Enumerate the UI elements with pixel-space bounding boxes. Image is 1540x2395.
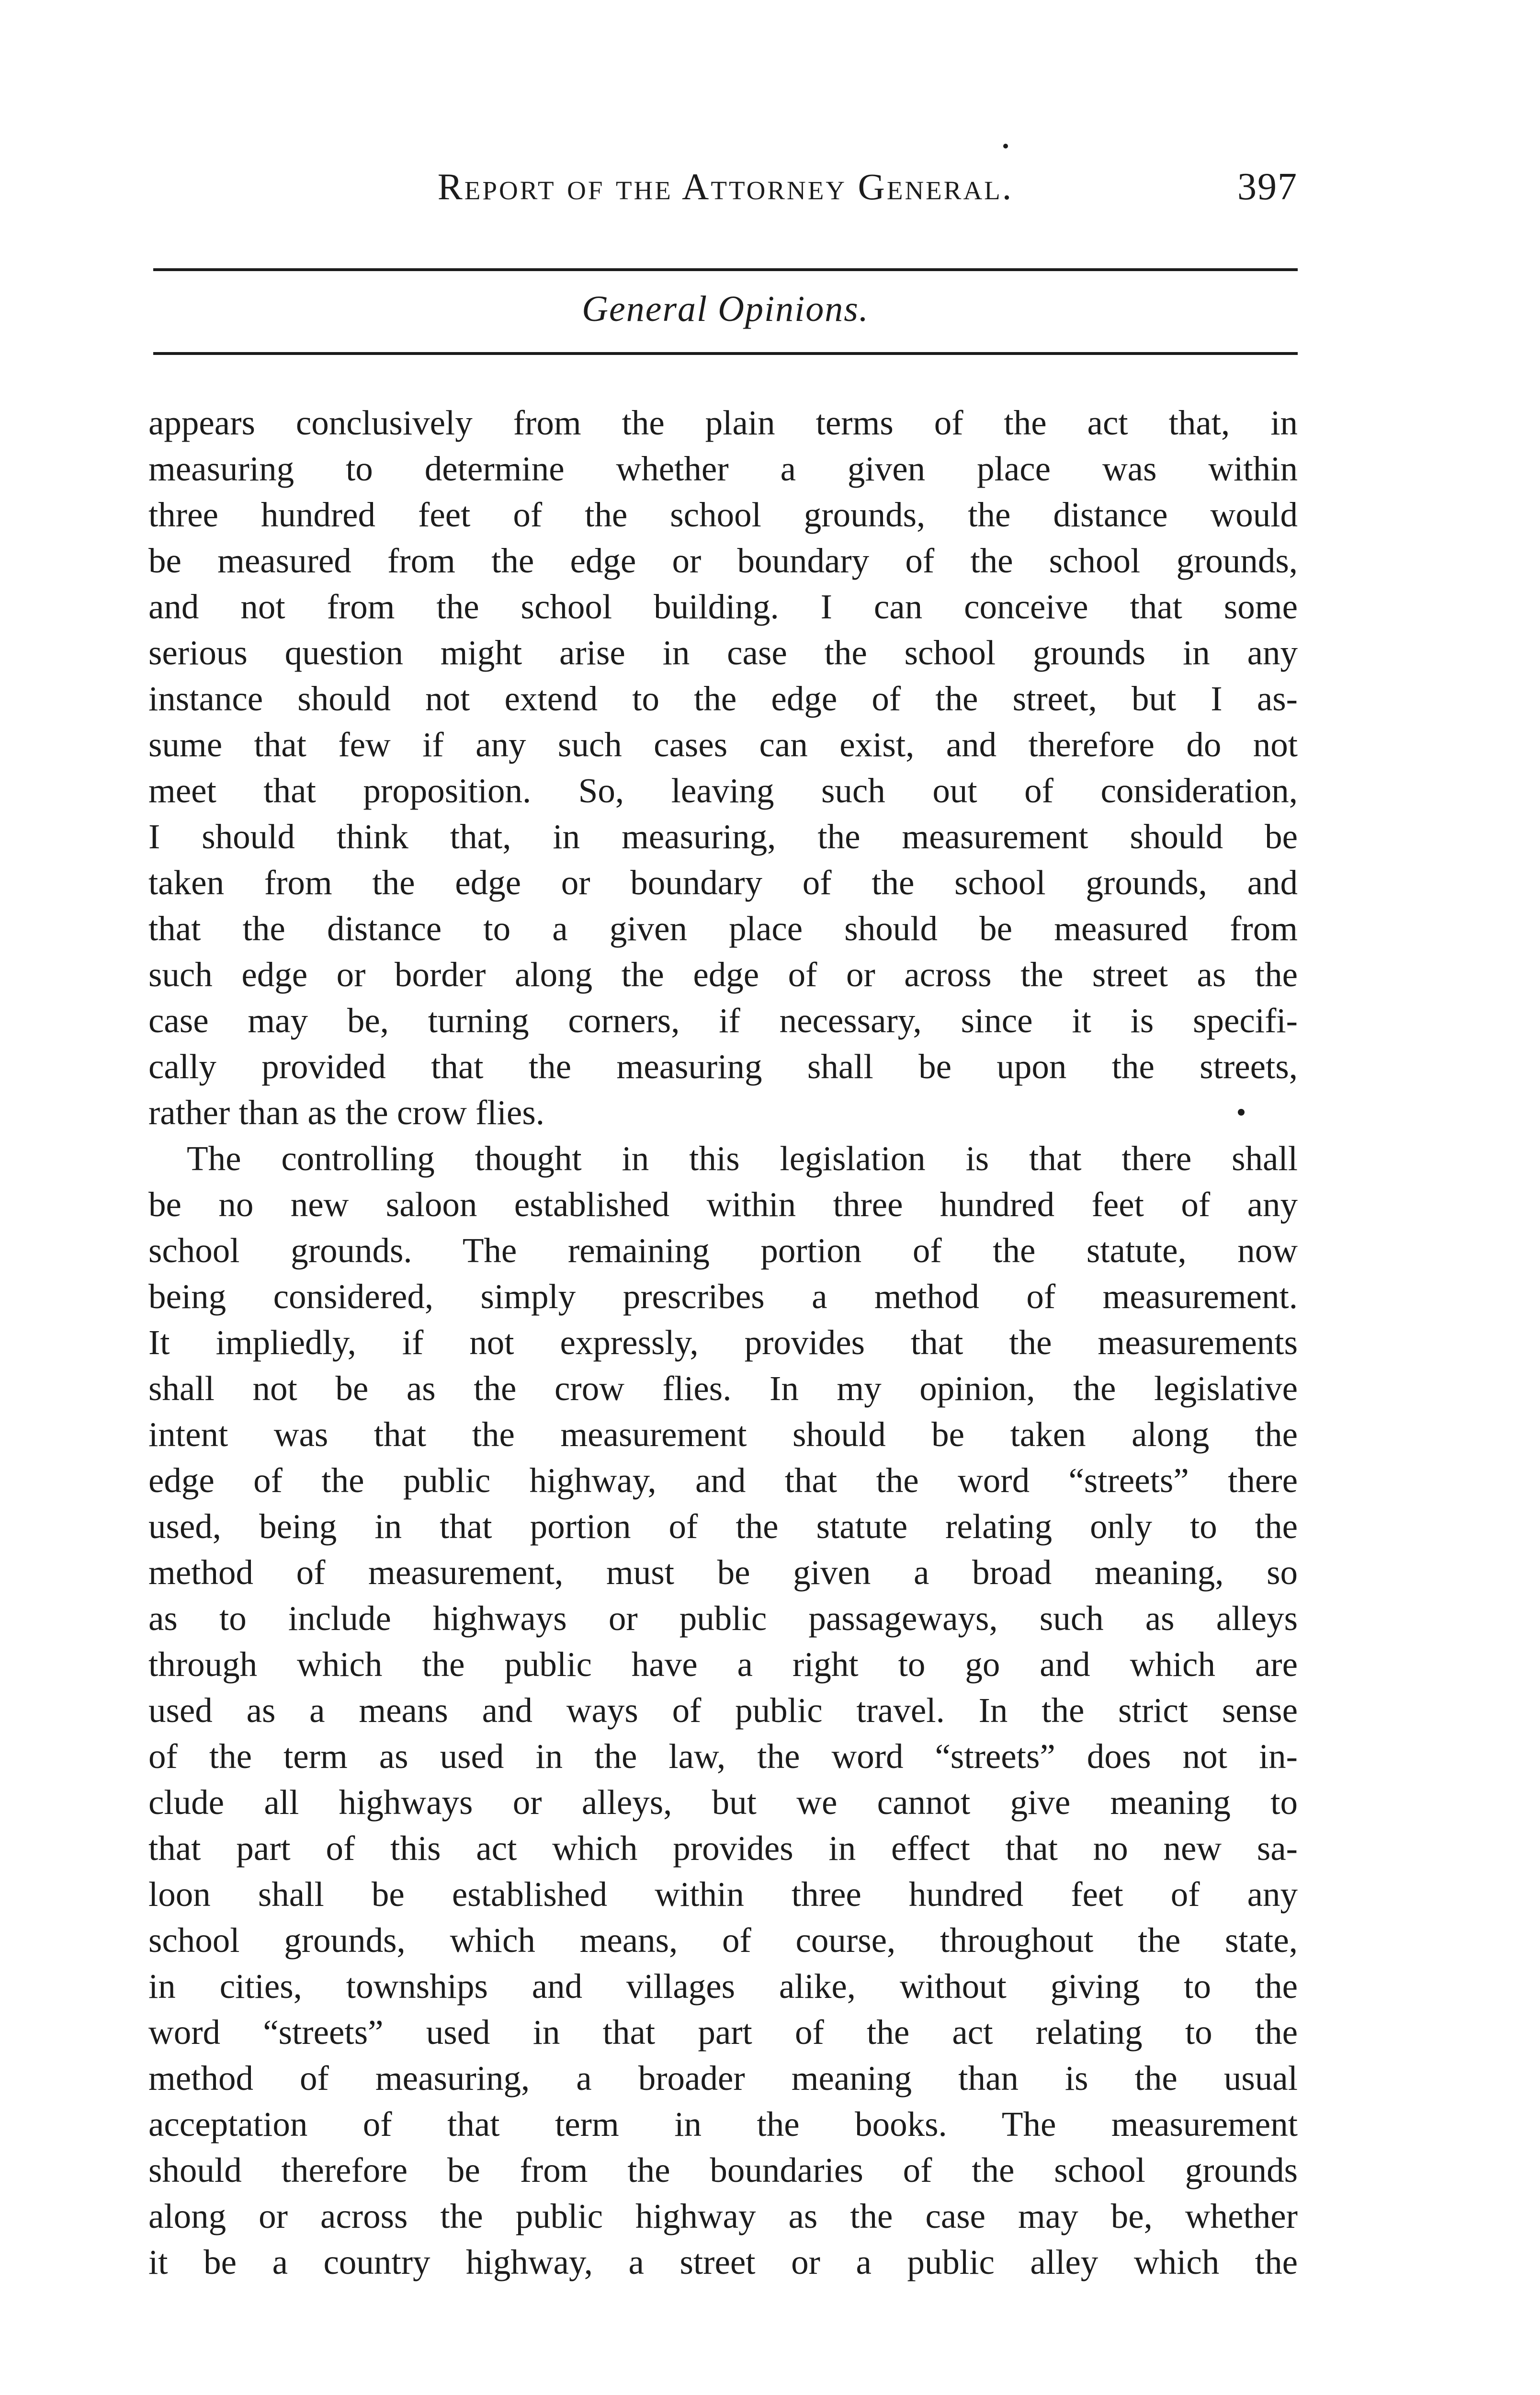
- text-line: loon shall be established within three hundred feet of any: [148, 1875, 1298, 1914]
- page-number: 397: [1237, 166, 1298, 208]
- print-speck: [1003, 144, 1008, 148]
- text-line: instance should not extend to the edge of the street, but I as-: [148, 679, 1298, 718]
- text-line: of the term as used in the law, the word “streets” does not in-: [148, 1737, 1298, 1776]
- text-line: method of measurement, must be given a broad meaning, so: [148, 1553, 1298, 1592]
- text-line: meet that proposition. So, leaving such out of consideration,: [148, 771, 1298, 810]
- paragraph-first-line: The controlling thought in this legislation is that there shall: [187, 1139, 1298, 1178]
- text-line: such edge or border along the edge of or across the street as the: [148, 955, 1298, 994]
- text-line: method of measuring, a broader meaning than is the usual: [148, 2059, 1298, 2098]
- text-line: should therefore be from the boundaries of the school grounds: [148, 2151, 1298, 2190]
- text-line: It impliedly, if not expressly, provides that the measurements: [148, 1323, 1298, 1362]
- text-line: three hundred feet of the school grounds, the distance would: [148, 495, 1298, 534]
- paragraph-last-line: rather than as the crow flies.: [148, 1093, 544, 1132]
- text-line: appears conclusively from the plain terms of the act that, in: [148, 403, 1298, 442]
- text-line: I should think that, in measuring, the measurement should be: [148, 817, 1298, 856]
- section-title: General Opinions.: [582, 289, 869, 329]
- text-line: be measured from the edge or boundary of the school grounds,: [148, 541, 1298, 580]
- text-line: serious question might arise in case the school grounds in any: [148, 633, 1298, 672]
- print-speck: [1238, 1109, 1245, 1116]
- text-line: as to include highways or public passageways, such as alleys: [148, 1599, 1298, 1638]
- bottom-rule: [153, 352, 1298, 355]
- text-line: cally provided that the measuring shall be upon the streets,: [148, 1047, 1298, 1086]
- text-line: be no new saloon established within three hundred feet of any: [148, 1185, 1298, 1224]
- text-line: it be a country highway, a street or a public alley which the: [148, 2243, 1298, 2281]
- text-line: taken from the edge or boundary of the school grounds, and: [148, 863, 1298, 902]
- running-title: Report of the Attorney General.: [437, 166, 1014, 207]
- text-line: case may be, turning corners, if necessary, since it is specifi-: [148, 1001, 1298, 1040]
- text-line: word “streets” used in that part of the act relating to the: [148, 2013, 1298, 2052]
- top-rule: [153, 268, 1298, 271]
- body-text: [148, 400, 1298, 2285]
- text-line: school grounds, which means, of course, throughout the state,: [148, 1921, 1298, 1960]
- text-line: sume that few if any such cases can exist, and therefore do not: [148, 725, 1298, 764]
- text-line: edge of the public highway, and that the word “streets” there: [148, 1461, 1298, 1500]
- text-line: along or across the public highway as the case may be, whether: [148, 2197, 1298, 2235]
- text-line: clude all highways or alleys, but we cannot give meaning to: [148, 1783, 1298, 1822]
- text-line: through which the public have a right to go and which are: [148, 1645, 1298, 1684]
- text-line: in cities, townships and villages alike, without giving to the: [148, 1967, 1298, 2006]
- text-line: acceptation of that term in the books. The measurement: [148, 2105, 1298, 2144]
- text-line: intent was that the measurement should be taken along the: [148, 1415, 1298, 1454]
- running-head: [153, 163, 1298, 216]
- text-line: school grounds. The remaining portion of the statute, now: [148, 1231, 1298, 1270]
- text-line: shall not be as the crow flies. In my opinion, the legislative: [148, 1369, 1298, 1408]
- text-line: and not from the school building. I can conceive that some: [148, 587, 1298, 626]
- text-line: used, being in that portion of the statute relating only to the: [148, 1507, 1298, 1546]
- text-line: that part of this act which provides in effect that no new sa-: [148, 1829, 1298, 1868]
- text-line: used as a means and ways of public travel. In the strict sense: [148, 1691, 1298, 1730]
- text-line: measuring to determine whether a given place was within: [148, 449, 1298, 488]
- text-line: that the distance to a given place should be measured from: [148, 909, 1298, 948]
- text-line: being considered, simply prescribes a method of measurement.: [148, 1277, 1298, 1316]
